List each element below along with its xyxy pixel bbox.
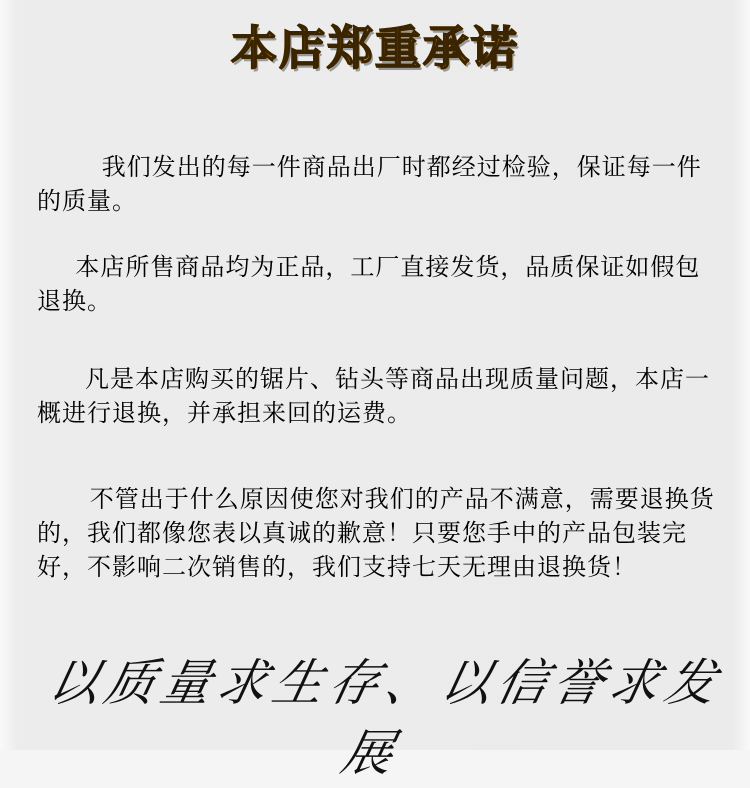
handwritten-motto: 以质量求生存、以信誉求发展 [43,654,728,782]
promise-paragraph-genuine-products: 本店所售商品均为正品，工厂直接发货，品质保证如假包退换。 [37,253,701,315]
promise-paragraph-return-policy: 不管出于什么原因使您对我们的产品不满意，需要退换货的，我们都像您表以真诚的歉意！只要您手中的产品包装完好，不影响二次销售的，我们支持七天无理由退换货！ [37,485,715,581]
page-title: 本店郑重承诺 [0,12,750,78]
promise-paragraph-quality-issues: 凡是本店购买的锯片、钻头等商品出现质量问题，本店一概进行退换，并承担来回的运费。 [37,365,710,427]
promise-paragraph-quality-check: 我们发出的每一件商品出厂时都经过检验，保证每一件的质量。 [37,153,702,215]
